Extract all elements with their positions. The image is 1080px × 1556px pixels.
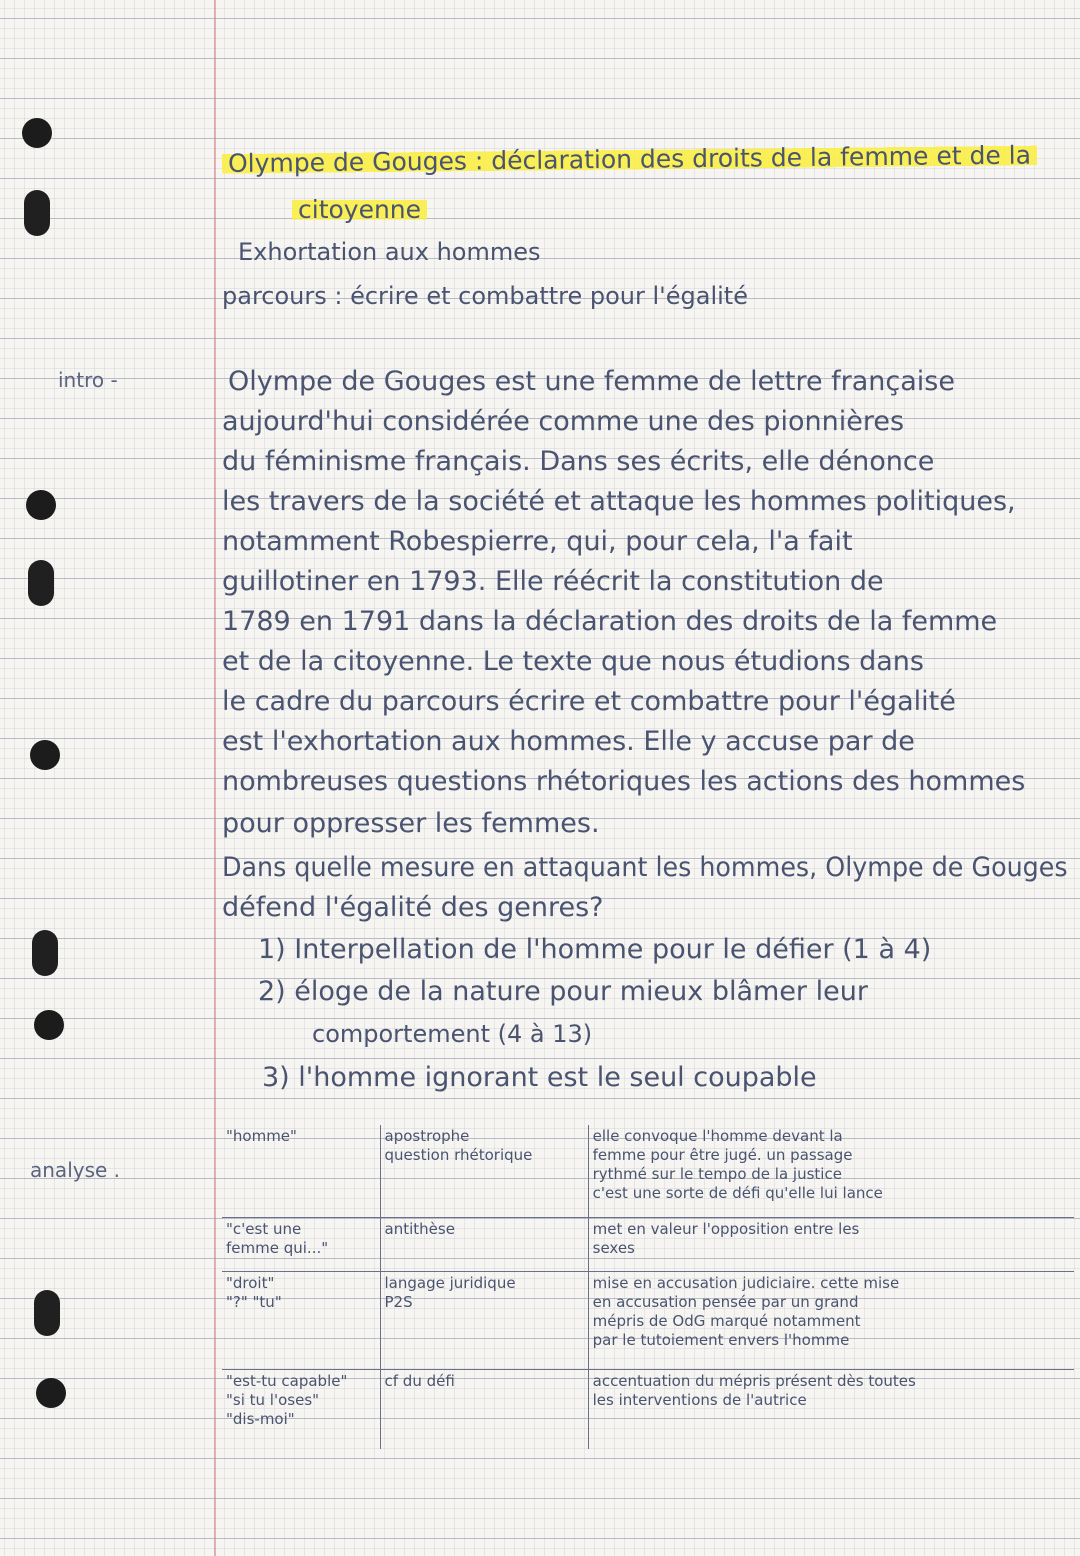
comment-text: rythmé sur le tempo de la justice (592, 1165, 842, 1183)
quote-text: "si tu l'oses" (226, 1390, 320, 1409)
figure-text: question rhétorique (384, 1146, 533, 1164)
margin-label-analyse: analyse . (30, 1158, 121, 1182)
comment-cell (588, 1369, 1074, 1449)
quote-cell (222, 1271, 380, 1369)
binder-hole (34, 1010, 64, 1040)
title-continued: citoyenne (292, 190, 427, 230)
quote-text: "?" "tu" (226, 1292, 282, 1311)
figure-cell (380, 1217, 588, 1271)
intro-line: notamment Robespierre, qui, pour cela, l'a fait (222, 526, 853, 557)
plan-item: 2) éloge de la nature pour mieux blâmer leur (258, 976, 868, 1007)
comment-cell (588, 1271, 1074, 1369)
problematique-line: défend l'égalité des genres? (222, 892, 604, 923)
binder-hole (22, 118, 52, 148)
intro-line: du féminisme français. Dans ses écrits, elle dénonce (222, 446, 935, 477)
plan-item-continued: comportement (4 à 13) (312, 1020, 593, 1048)
intro-line: Olympe de Gouges est une femme de lettre française (228, 366, 955, 397)
table-row (222, 1125, 1074, 1217)
figure-text: cf du défi (384, 1371, 455, 1390)
table-row (222, 1369, 1074, 1449)
binder-hole (36, 1378, 66, 1408)
intro-line: pour oppresser les femmes. (222, 808, 600, 839)
comment-text: c'est une sorte de défi qu'elle lui lance (592, 1184, 883, 1202)
comment-text: mise en accusation judiciaire. cette mise (592, 1273, 900, 1292)
quote-text: "homme" (226, 1127, 297, 1145)
figure-cell (380, 1125, 588, 1217)
binder-hole (30, 740, 60, 770)
intro-line: les travers de la société et attaque les hommes politiques, (222, 486, 1016, 517)
parcours-line: parcours : écrire et combattre pour l'égalité (222, 282, 748, 310)
margin-line (214, 0, 216, 1556)
figure-text: P2S (384, 1292, 413, 1311)
figure-text: apostrophe (384, 1127, 470, 1145)
intro-line: 1789 en 1791 dans la déclaration des droits de la femme (222, 606, 998, 637)
intro-line: est l'exhortation aux hommes. Elle y accuse par de (222, 726, 915, 757)
plan-item: 1) Interpellation de l'homme pour le défier (1 à 4) (258, 934, 932, 965)
plan-item: 3) l'homme ignorant est le seul coupable (262, 1062, 817, 1093)
comment-text: les interventions de l'autrice (592, 1390, 807, 1409)
comment-text: elle convoque l'homme devant la (592, 1127, 843, 1145)
comment-text: sexes (592, 1238, 635, 1257)
figure-text: langage juridique (384, 1273, 516, 1292)
intro-line: aujourd'hui considérée comme une des pionnières (222, 406, 905, 437)
intro-line: le cadre du parcours écrire et combattre pour l'égalité (222, 686, 956, 717)
comment-text: accentuation du mépris présent dès toutes (592, 1371, 916, 1390)
intro-line: et de la citoyenne. Le texte que nous étudions dans (222, 646, 924, 677)
intro-line: guillotiner en 1793. Elle réécrit la constitution de (222, 566, 884, 597)
comment-text: met en valeur l'opposition entre les (592, 1219, 860, 1238)
quote-text: "c'est une (226, 1219, 302, 1238)
table-row (222, 1271, 1074, 1369)
analysis-table (222, 1125, 1074, 1449)
quote-text: "dis-moi" (226, 1409, 295, 1428)
binder-hole (26, 490, 56, 520)
binder-hole (28, 560, 54, 606)
comment-text: femme pour être jugé. un passage (592, 1146, 853, 1164)
margin-label-intro: intro - (58, 368, 118, 392)
quote-cell (222, 1369, 380, 1449)
figure-cell (380, 1271, 588, 1369)
problematique-line: Dans quelle mesure en attaquant les hommes, Olympe de Gouges (222, 852, 1068, 883)
comment-cell (588, 1217, 1074, 1271)
subtitle: Exhortation aux hommes (238, 238, 541, 266)
quote-text: femme qui..." (226, 1238, 329, 1257)
quote-cell (222, 1217, 380, 1271)
figure-text: antithèse (384, 1219, 455, 1238)
figure-cell (380, 1369, 588, 1449)
comment-text: mépris de OdG marqué notamment (592, 1311, 861, 1330)
binder-hole (34, 1290, 60, 1336)
comment-cell (588, 1125, 1074, 1217)
intro-line: nombreuses questions rhétoriques les actions des hommes (222, 766, 1026, 797)
comment-text: en accusation pensée par un grand (592, 1292, 859, 1311)
comment-text: par le tutoiement envers l'homme (592, 1330, 850, 1349)
quote-text: "est-tu capable" (226, 1371, 348, 1390)
table-row (222, 1217, 1074, 1271)
binder-hole (32, 930, 58, 976)
title: Olympe de Gouges : déclaration des droits de la femme et de la (222, 135, 1037, 184)
quote-cell (222, 1125, 380, 1217)
quote-text: "droit" (226, 1273, 275, 1292)
binder-hole (24, 190, 50, 236)
